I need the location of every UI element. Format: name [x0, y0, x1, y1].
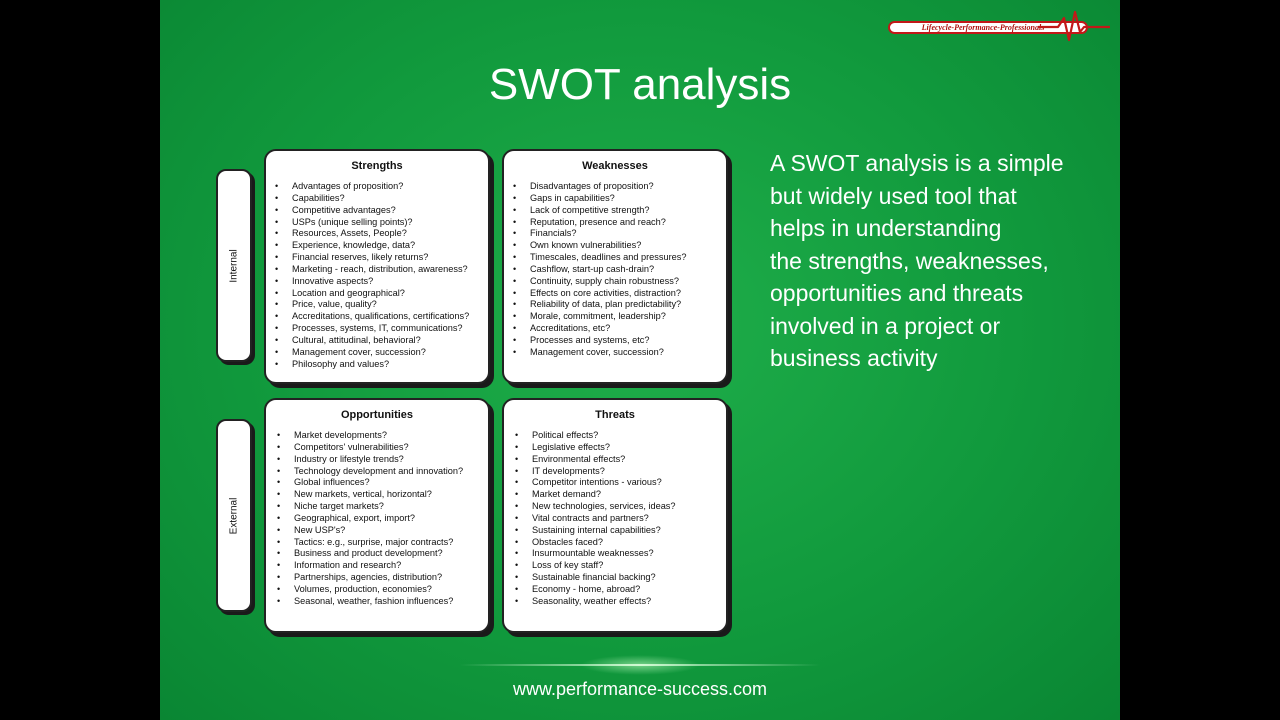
opportunities-title: Opportunities: [340, 409, 414, 421]
description-line: opportunities and threats: [770, 280, 1024, 306]
swot-list-item: • Economy - home, abroad?: [515, 584, 726, 596]
strengths-title: Strengths: [351, 160, 403, 172]
swot-list-item: • Insurmountable weaknesses?: [515, 548, 726, 560]
swot-list-item: • Philosophy and values?: [275, 359, 488, 371]
swot-list-item: • Accreditations, qualifications, certifications?: [275, 311, 488, 323]
threats-list: [504, 430, 726, 608]
internal-label: Internal: [228, 248, 240, 283]
swot-list-item: • Resources, Assets, People?: [275, 228, 488, 240]
swot-list-item: • Experience, knowledge, data?: [275, 240, 488, 252]
swot-list-item: • Sustaining internal capabilities?: [515, 525, 726, 537]
swot-list-item: • Competitors' vulnerabilities?: [277, 442, 488, 454]
swot-list-item: • Cultural, attitudinal, behavioral?: [275, 335, 488, 347]
threats-title: Threats: [595, 409, 635, 421]
swot-list-item: • USPs (unique selling points)?: [275, 217, 488, 229]
swot-list-item: • IT developments?: [515, 466, 726, 478]
swot-list-item: • New markets, vertical, horizontal?: [277, 489, 488, 501]
description-text: [770, 147, 1100, 375]
external-label-box: [216, 419, 252, 612]
swot-list-item: • Business and product development?: [277, 548, 488, 560]
swot-list-item: • Innovative aspects?: [275, 276, 488, 288]
external-label: External: [228, 497, 240, 534]
swot-list-item: • New technologies, services, ideas?: [515, 501, 726, 513]
swot-list-item: • Information and research?: [277, 560, 488, 572]
swot-list-item: • Global influences?: [277, 477, 488, 489]
swot-list-item: • Financials?: [513, 228, 726, 240]
swot-list-item: • Location and geographical?: [275, 288, 488, 300]
weaknesses-box: [502, 149, 728, 384]
swot-list-item: • Market developments?: [277, 430, 488, 442]
strengths-box: [264, 149, 490, 384]
swot-list-item: • Industry or lifestyle trends?: [277, 454, 488, 466]
description-line: involved in a project or: [770, 312, 1001, 339]
swot-list-item: • Timescales, deadlines and pressures?: [513, 252, 726, 264]
footer-divider: [460, 664, 820, 666]
swot-list-item: • Competitor intentions - various?: [515, 477, 726, 489]
swot-list-item: • Capabilities?: [275, 193, 488, 205]
slide-title: SWOT analysis: [488, 60, 792, 109]
swot-list-item: • Accreditations, etc?: [513, 323, 726, 335]
description-line: the strengths, weaknesses,: [770, 247, 1049, 274]
opportunities-list: [266, 430, 488, 608]
company-logo: [888, 10, 1110, 44]
swot-list-item: • Seasonal, weather, fashion influences?: [277, 596, 488, 608]
internal-label-box: [216, 169, 252, 362]
swot-list-item: • Continuity, supply chain robustness?: [513, 276, 726, 288]
swot-list-item: • New USP's?: [277, 525, 488, 537]
swot-list-item: • Processes, systems, IT, communications?: [275, 323, 488, 335]
swot-list-item: • Cashflow, start-up cash-drain?: [513, 264, 726, 276]
swot-list-item: • Tactics: e.g., surprise, major contracts?: [277, 537, 488, 549]
swot-list-item: • Sustainable financial backing?: [515, 572, 726, 584]
swot-list-item: • Processes and systems, etc?: [513, 335, 726, 347]
swot-list-item: • Own known vulnerabilities?: [513, 240, 726, 252]
swot-list-item: • Technology development and innovation?: [277, 466, 488, 478]
heartbeat-pulse-icon: [1038, 10, 1110, 44]
swot-list-item: • Loss of key staff?: [515, 560, 726, 572]
swot-list-item: • Disadvantages of proposition?: [513, 181, 726, 193]
swot-list-item: • Volumes, production, economies?: [277, 584, 488, 596]
swot-list-item: • Seasonality, weather effects?: [515, 596, 726, 608]
swot-list-item: • Niche target markets?: [277, 501, 488, 513]
threats-box: [502, 398, 728, 633]
swot-list-item: • Management cover, succession?: [513, 347, 726, 359]
description-line: business activity: [770, 345, 938, 371]
description-line: helps in understanding: [770, 215, 1002, 241]
swot-list-item: • Market demand?: [515, 489, 726, 501]
swot-list-item: • Partnerships, agencies, distribution?: [277, 572, 488, 584]
logo-text: Lifecycle-Performance-Professionals: [921, 23, 1045, 32]
footer-website: www.performance-success.com: [512, 679, 768, 699]
strengths-list: [266, 181, 488, 371]
swot-list-item: • Advantages of proposition?: [275, 181, 488, 193]
swot-list-item: • Price, value, quality?: [275, 299, 488, 311]
swot-list-item: • Reputation, presence and reach?: [513, 217, 726, 229]
swot-list-item: • Geographical, export, import?: [277, 513, 488, 525]
swot-list-item: • Financial reserves, likely returns?: [275, 252, 488, 264]
description-line: A SWOT analysis is a simple: [770, 150, 1064, 176]
opportunities-box: [264, 398, 490, 633]
swot-list-item: • Political effects?: [515, 430, 726, 442]
weaknesses-title: Weaknesses: [582, 160, 648, 172]
swot-list-item: • Morale, commitment, leadership?: [513, 311, 726, 323]
swot-list-item: • Legislative effects?: [515, 442, 726, 454]
swot-list-item: • Reliability of data, plan predictability?: [513, 299, 726, 311]
swot-list-item: • Competitive advantages?: [275, 205, 488, 217]
swot-list-item: • Environmental effects?: [515, 454, 726, 466]
weaknesses-list: [504, 181, 726, 359]
swot-list-item: • Management cover, succession?: [275, 347, 488, 359]
description-line: but widely used tool that: [770, 182, 1017, 209]
swot-list-item: • Gaps in capabilities?: [513, 193, 726, 205]
slide: [160, 0, 1120, 720]
swot-list-item: • Vital contracts and partners?: [515, 513, 726, 525]
swot-list-item: • Lack of competitive strength?: [513, 205, 726, 217]
swot-list-item: • Marketing - reach, distribution, awareness?: [275, 264, 488, 276]
swot-list-item: • Effects on core activities, distraction?: [513, 288, 726, 300]
swot-list-item: • Obstacles faced?: [515, 537, 726, 549]
